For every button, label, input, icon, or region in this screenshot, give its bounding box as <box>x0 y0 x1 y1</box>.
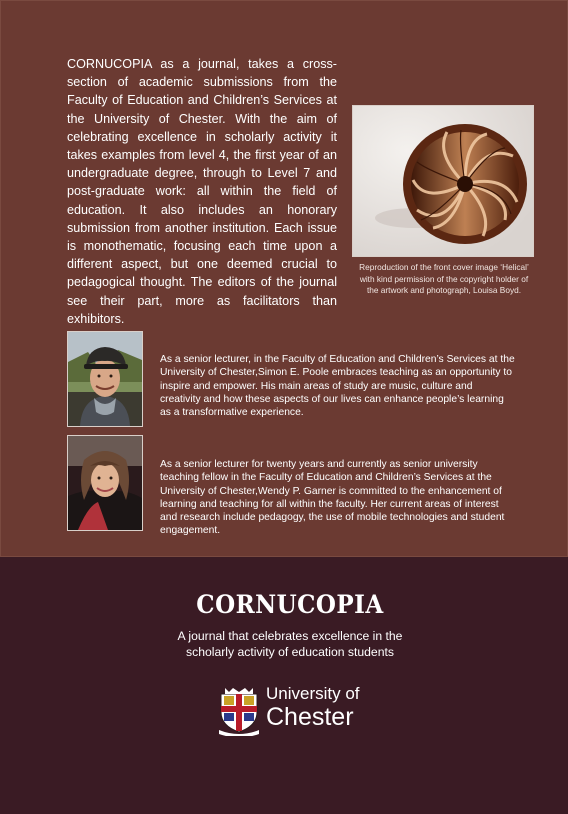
journal-tagline: A journal that celebrates excellence in the scholarly activity of education students <box>177 629 403 659</box>
university-name-line2: Chester <box>266 703 354 731</box>
portrait-image <box>68 436 142 530</box>
editor-photo-simon-poole <box>67 331 143 427</box>
journal-title: CORNUCOPIA <box>196 590 384 619</box>
editor-bio-simon-poole: As a senior lecturer, in the Faculty of Education and Children’s Services at the University of Chester,Simon E. Poole embraces teaching as an opportunity to inspire and empower. His main areas of study are music, culture and creativity and how these aspects of our lives can enhance people’s learning as a transformative experience. <box>160 354 515 419</box>
university-name-line1: University of <box>266 684 360 703</box>
editor-photo-wendy-garner <box>67 435 143 531</box>
editor-bio-wendy-garner: As a senior lecturer for twenty years and currently as senior university teaching fellow in the Faculty of Education and Children’s Services at the University of Chester,Wendy P. Garner is committed to the enhancement of learning and teaching for all within the faculty. Her current areas of interest and research include pedagogy, the use of mobile technologies and student engagement. <box>160 459 505 537</box>
intro-paragraph: CORNUCOPIA as a journal, takes a cross-section of academic submissions from the Faculty of Education and Children’s Services at the University of Chester. With the aim of celebrating excellence in scholarly activity it takes examples from level 4, the first year of an undergraduate degree, through to Level 7 and post-graduate work: all within the field of education. It also includes an honorary submission from another institution. Each issue is monothematic, focusing each time upon a different aspect, but one deemed crucial to pedagogical thought. The editors of the journal see their part, more as facilitators than exhibitors. <box>67 57 337 326</box>
cover-image <box>352 105 534 257</box>
helical-sculpture-image <box>353 106 533 256</box>
portrait-image <box>68 332 142 426</box>
university-crest-icon <box>217 686 261 736</box>
cover-caption: Reproduction of the front cover image ‘Helical’ with kind permission of the copyright holder of the artwork and photograph, Louisa Boyd. <box>359 262 529 296</box>
